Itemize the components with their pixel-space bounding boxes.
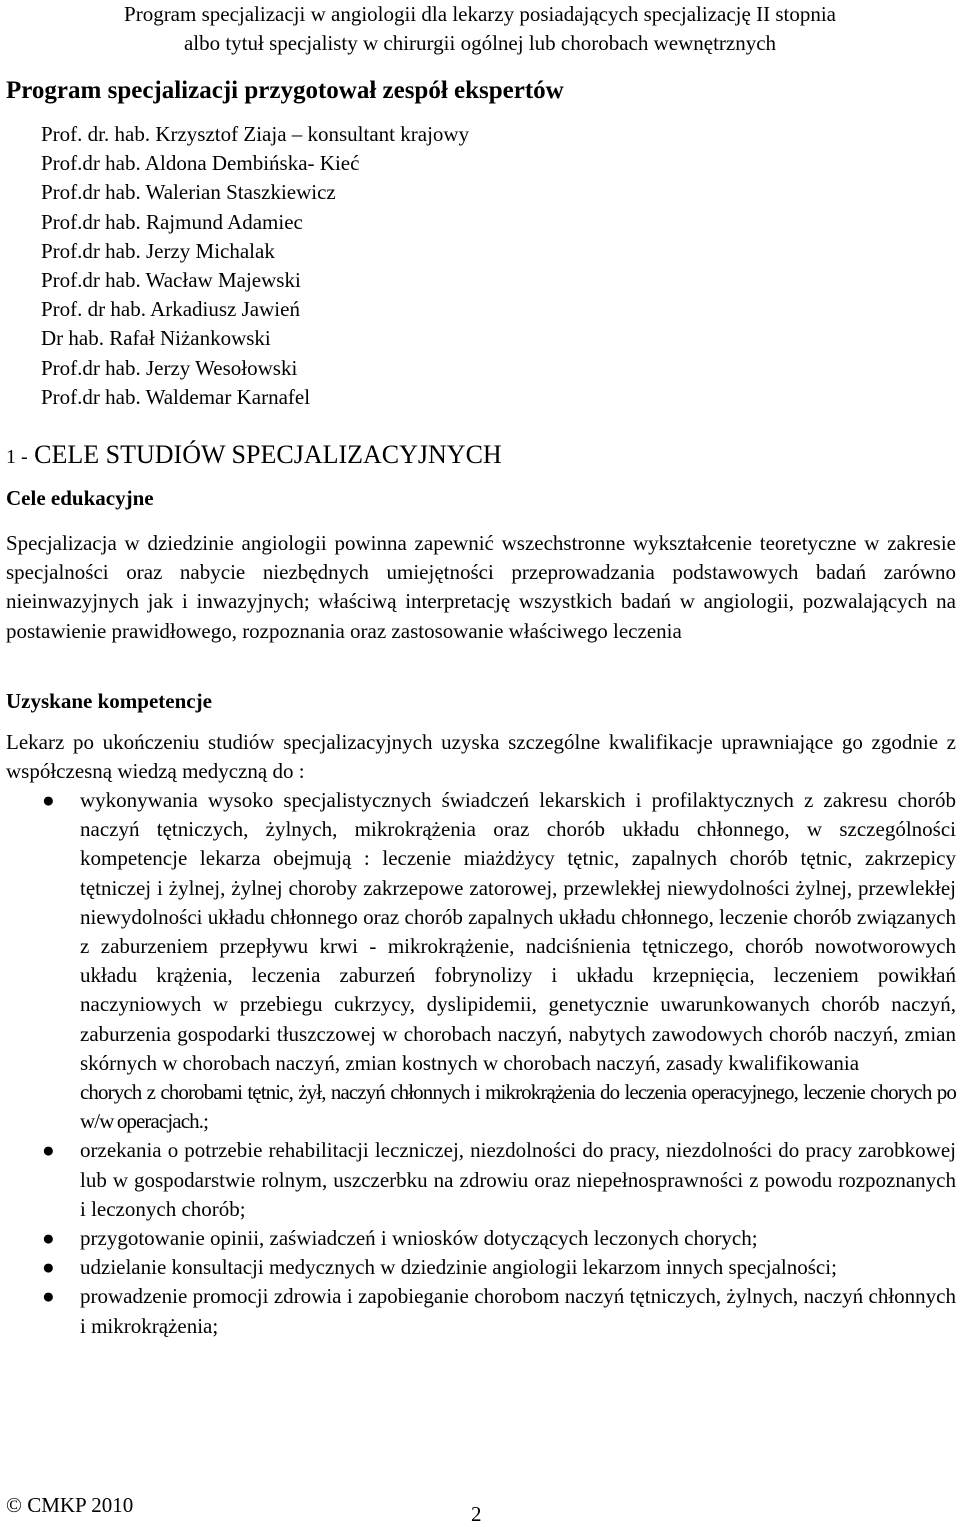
section-title: CELE STUDIÓW SPECJALIZACYJNYCH xyxy=(34,440,502,469)
competences-list xyxy=(6,786,956,1341)
header-line-2: albo tytuł specjalisty w chirurgii ogólnej lub chorobach wewnętrznych xyxy=(183,31,777,55)
list-item-text: prowadzenie promocji zdrowia i zapobieganie chorobom naczyń tętniczych, żylnych, naczyń chłonnych i mikrokrążenia; xyxy=(80,1284,956,1338)
goals-heading: Cele edukacyjne xyxy=(6,486,154,510)
expert-name: Prof.dr hab. Wacław Majewski xyxy=(41,268,301,293)
competences-intro: Lekarz po ukończeniu studiów specjalizacyjnych uzyska szczególne kwalifikacje uprawniające go zgodnie z współczesną wiedzą medyczną do : xyxy=(6,730,956,784)
list-item-text: przygotowanie opinii, zaświadczeń i wniosków dotyczących leczonych chorych; xyxy=(80,1226,758,1251)
expert-name: Prof.dr hab. Walerian Staszkiewicz xyxy=(41,180,336,205)
expert-name: Prof.dr hab. Jerzy Wesołowski xyxy=(41,355,298,380)
section-number: 1 - xyxy=(6,446,28,468)
goals-paragraph: Specjalizacja w dziedzinie angiologii powinna zapewnić wszechstronne wykształcenie teoretyczne w zakresie specjalności oraz nabycie niezbędnych umiejętności przeprowadzania podstawowych badań zarówno nieinwazyjnych jak i inwazyjnych; właściwą interpretację wszystkich badań w angiologii, pozwalających na postawienie prawidłowego, rozpoznania oraz zastosowanie właściwego leczenia xyxy=(6,531,956,643)
page-number: 2 xyxy=(471,1502,482,1526)
bullet-icon: ● xyxy=(42,1284,55,1309)
expert-name: Prof. dr hab. Arkadiusz Jawień xyxy=(41,297,300,322)
bullet-icon: ● xyxy=(42,1138,55,1163)
bullet-icon: ● xyxy=(42,788,55,812)
list-item xyxy=(6,786,956,1136)
list-item xyxy=(6,1282,956,1340)
expert-name: Prof.dr hab. Waldemar Karnafel xyxy=(41,384,311,409)
competences-heading: Uzyskane kompetencje xyxy=(6,689,212,713)
expert-name: Prof.dr hab. Aldona Dembińska- Kieć xyxy=(41,151,360,176)
experts-list xyxy=(41,120,469,412)
copyright: © CMKP 2010 xyxy=(6,1493,134,1517)
expert-name: Prof.dr hab. Jerzy Michalak xyxy=(41,238,275,263)
section-heading xyxy=(6,440,502,470)
list-item xyxy=(6,1224,956,1253)
bullet-icon: ● xyxy=(42,1255,55,1280)
bullet-icon: ● xyxy=(42,1226,55,1251)
list-item-text: orzekania o potrzebie rehabilitacji leczniczej, niezdolności do pracy, niezdolności do pracy zarobkowej lub w gospodarstwie rolnym, uszczerbku na zdrowiu oraz niepełnosprawności z powodu rozpoznanych i leczonych chorób; xyxy=(80,1138,956,1221)
header-line-1: Program specjalizacji w angiologii dla lekarzy posiadających specjalizację II stopnia xyxy=(124,2,836,26)
list-item-text: udzielanie konsultacji medycznych w dziedzinie angiologii lekarzom innych specjalności; xyxy=(80,1255,837,1280)
experts-heading: Program specjalizacji przygotował zespół ekspertów xyxy=(6,77,564,104)
page-header xyxy=(0,0,960,58)
list-item-text: wykonywania wysoko specjalistycznych świadczeń lekarskich i profilaktycznych z zakresu chorób naczyń tętniczych, żylnych, mikrokrążenia oraz chorób układu chłonnego, w szczególności kompetencje lekarza obejmują : leczenie miażdżycy tętnic, zapalnych chorób tętnic, zakrzepicy tętniczej i żylnej, żylnej choroby zakrzepowe zatorowej, przewlekłej niewydolności żylnej, przewlekłej niewydolności układu chłonnego oraz chorób zapalnych układu chłonnego, leczenie chorób związanych z zaburzeniem przepływu krwi - mikrokrążenie, nadciśnienia tętniczego, chorób nowotworowych układu krążenia, leczenia zaburzeń fobrynolizy i układu krzepnięcia, leczeniem powikłań naczyniowych w przebiegu cukrzycy, dyslipidemii, genetycznie uwarunkowanych chorób naczyń, zaburzenia gospodarki tłuszczowej w chorobach naczyń, nabytych zawodowych chorób naczyń, zmian skórnych w chorobach naczyń, zmian kostnych w chorobach naczyń, zasady kwalifikowania xyxy=(80,788,956,1075)
list-item xyxy=(6,1136,956,1224)
expert-name: Prof.dr hab. Rajmund Adamiec xyxy=(41,209,303,234)
expert-name: Prof. dr. hab. Krzysztof Ziaja – konsultant krajowy xyxy=(41,122,470,146)
expert-name: Dr hab. Rafał Niżankowski xyxy=(41,326,271,351)
list-item xyxy=(6,1253,956,1282)
list-item-text-continued: chorych z chorobami tętnic, żył, naczyń chłonnych i mikrokrążenia do leczenia operacyjnego, leczenie chorych po w/w operacjach.; xyxy=(80,1080,956,1134)
